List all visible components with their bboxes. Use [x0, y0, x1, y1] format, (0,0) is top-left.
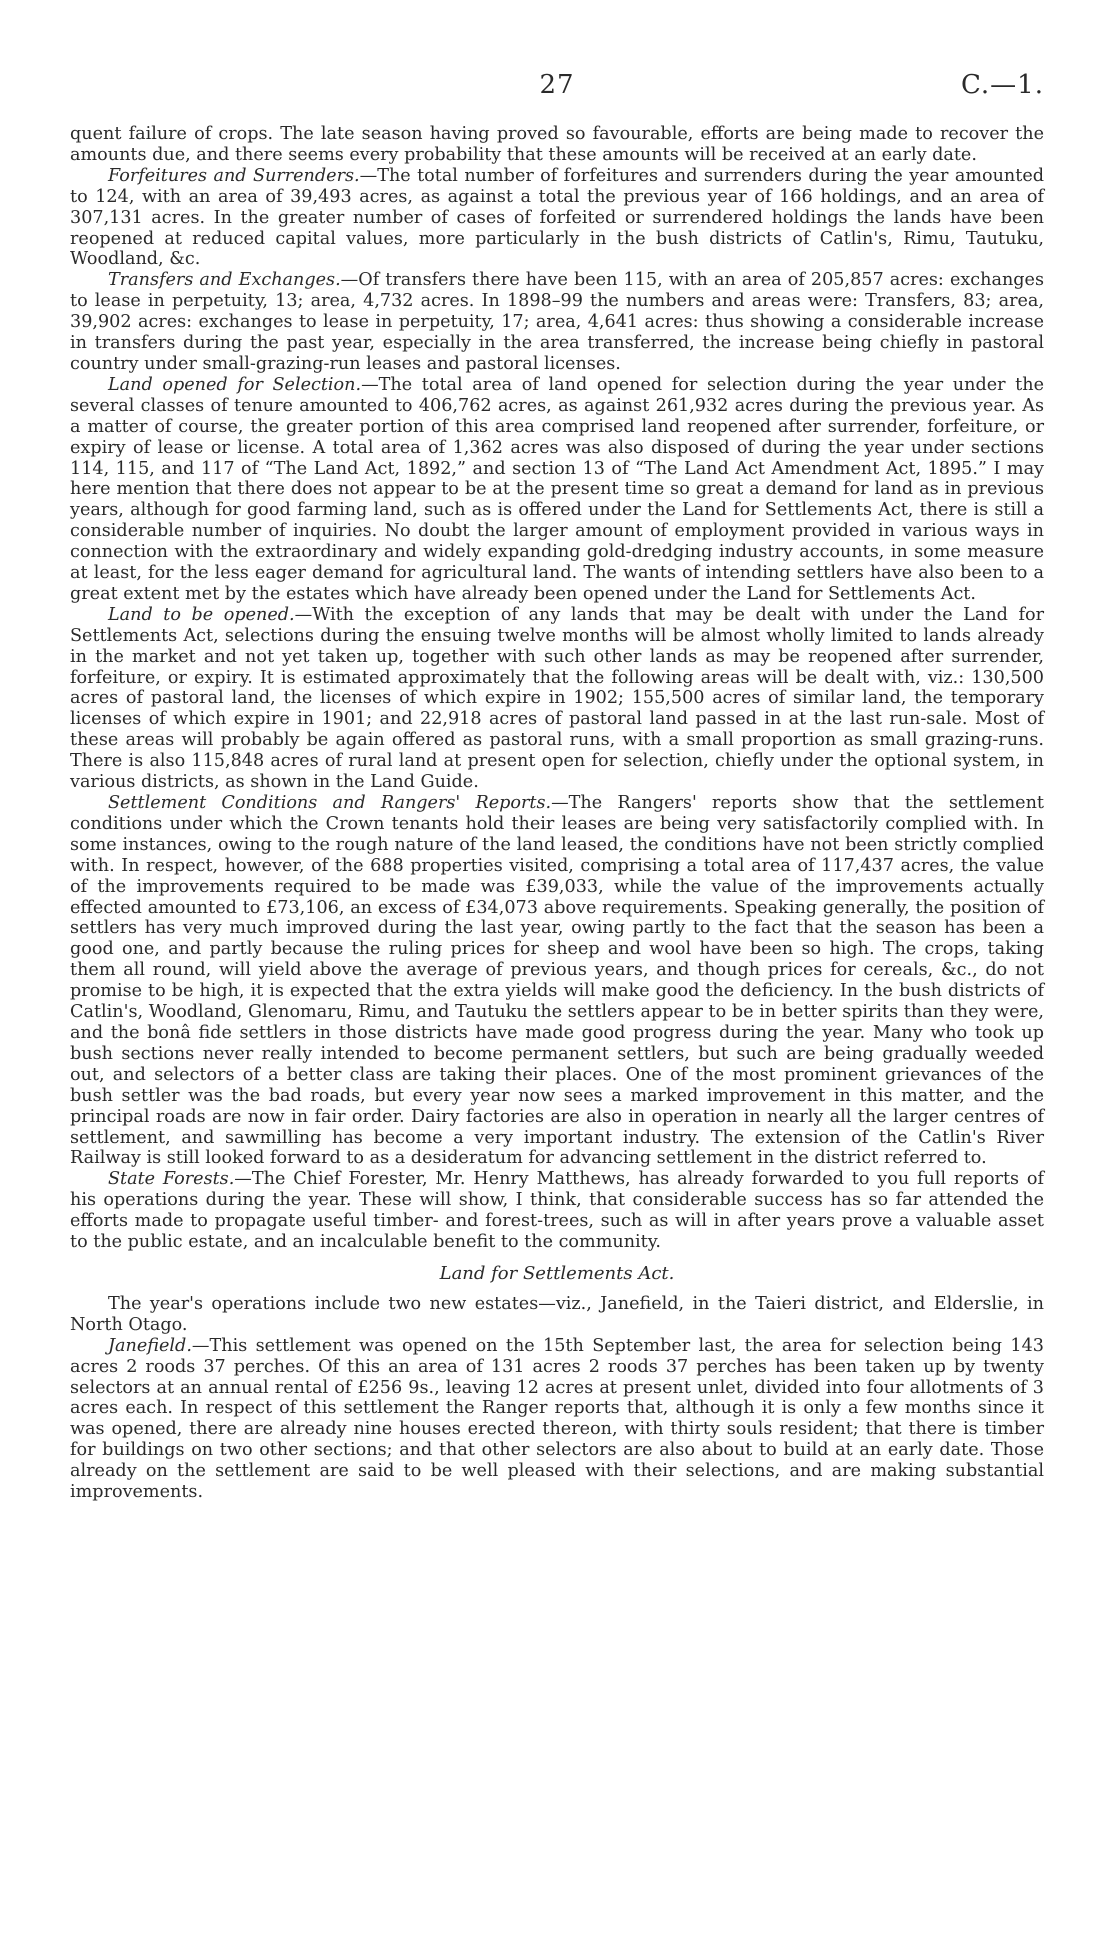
section-heading: Land for Settlements Act. [439, 1262, 675, 1284]
document-reference: C.—1. [960, 70, 1044, 100]
page-header [70, 70, 1044, 112]
paragraph-continuation [70, 124, 1044, 166]
paragraph-land-to-be-opened [70, 605, 1044, 793]
paragraph-text: —The total number of forfeitures and surrenders during the year amounted to 124, with an area of 39,493 acres, as against a total the previous year of 166 holdings, and an area of 307,131 acres. In the greater number of cases of forfeited or surrendered holdings the lands have been reopened at reduced capital values, more particularly in the bush districts of Catlin's, Rimu, Tautuku, Woodland, &c. [70, 165, 1044, 270]
paragraph-lead: Transfers and Exchanges. [108, 270, 341, 291]
paragraph-land-opened [70, 375, 1044, 605]
paragraph-text: The year's operations include two new estates—viz., Janefield, in the Taieri district, and Elderslie, in North Otago. [70, 1293, 1044, 1335]
paragraph-lead: Forfeitures and Surrenders. [108, 165, 360, 186]
paragraph-transfers [70, 270, 1044, 375]
paragraph-section-intro [70, 1294, 1044, 1336]
paragraph-text: —With the exception of any lands that may be dealt with under the Land for Settlements Act, selections during the ensuing twelve months will be almost wholly limited to lands already in the market and not yet taken up, together with such other lands as may be reopened after surrender, forfeiture, or expiry. It is estimated approximately that the following areas will be dealt with, viz.: 130,500 acres of pastoral land, the licenses of which expire in 1902; 155,500 acres of similar land, the temporary licenses of which expire in 1901; and 22,918 acres of pastoral land passed in at the last run-sale. Most of these areas will probably be again offered as pastoral runs, with a small proportion as small grazing-runs. There is also 115,848 acres of rural land at present open for selection, chiefly under the optional system, in various districts, as shown in the Land Guide. [70, 604, 1044, 793]
paragraph-lead: Land to be opened. [108, 604, 295, 625]
paragraph-lead: Janefield. [108, 1335, 192, 1356]
page-number: 27 [539, 70, 575, 100]
paragraph-lead: State Forests. [108, 1169, 235, 1190]
paragraph-text: —This settlement was opened on the 15th September last, the area for selection being 143 acres 2 roods 37 perches. Of this an area of 131 acres 2 roods 37 perches has been taken up by twenty selectors at an annual rental of £256 9s., leaving 12 acres at present unlet, divided into four allotments of 3 acres each. In respect of this settlement the Ranger reports that, although it is only a few months since it was opened, there are already nine houses erected thereon, with thirty souls resident; that there is timber for buildings on two other sections; and that other selectors are also about to build at an early date. Those already on the settlement are said to be well pleased with their selections, and are making substantial improvements. [70, 1335, 1044, 1503]
body-text [70, 124, 1044, 1503]
paragraph-forfeitures [70, 166, 1044, 271]
paragraph-settlement-conditions [70, 793, 1044, 1169]
paragraph-janefield [70, 1336, 1044, 1503]
paragraph-text: —The total area of land opened for selection during the year under the several classes of tenure amounted to 406,762 acres, as against 261,932 acres during the previous year. As a matter of course, the greater portion of this area comprised land reopened after surrender, forfeiture, or expiry of lease or license. A total area of 1,362 acres was also disposed of during the year under sections 114, 115, and 117 of “The Land Act, 1892,” and section 13 of “The Land Act Amendment Act, 1895.” I may here mention that there does not appear to be at the present time so great a demand for land as in previous years, although for good farming land, such as is offered under the Land for Settlements Act, there is still a considerable number of inquiries. No doubt the larger amount of employment provided in various ways in connection with the extraordinary and widely expanding gold-dredging industry accounts, in some measure at least, for the less eager demand for agricultural land. The wants of intending settlers have also been to a great extent met by the estates which have already been opened under the Land for Settlements Act. [70, 374, 1044, 604]
paragraph-text: —The Chief Forester, Mr. Henry Matthews, has already forwarded to you full reports of his operations during the year. These will show, I think, that considerable success has so far attended the efforts made to propagate useful timber- and forest-trees, such as will in after years prove a valuable asset to the public estate, and an incalculable benefit to the community. [70, 1169, 1044, 1253]
paragraph-text: —Of transfers there have been 115, with an area of 205,857 acres: exchanges to lease in perpetuity, 13; area, 4,732 acres. In 1898–99 the numbers and areas were: Transfers, 83; area, 39,902 acres: exchanges to lease in perpetuity, 17; area, 4,641 acres: thus showing a considerable increase in transfers during the past year, especially in the area transferred, the increase being chiefly in pastoral country under small-grazing-run leases and pastoral licenses. [70, 270, 1044, 374]
paragraph-state-forests [70, 1169, 1044, 1253]
paragraph-lead: Settlement Conditions and Rangers' Reports. [108, 793, 552, 813]
paragraph-lead: Land opened for Selection. [108, 374, 362, 395]
paragraph-text: quent failure of crops. The late season having proved so favourable, efforts are being made to recover the amounts due, and there seems every probability that these amounts will be received at an early date. [70, 124, 1044, 165]
paragraph-text: —The Rangers' reports show that the settlement conditions under which the Crown tenants hold their leases are being very satisfactorily complied with. In some instances, owing to the rough nature of the land leased, the conditions have not been strictly complied with. In respect, however, of the 688 properties visited, comprising a total area of 117,437 acres, the value of the improvements required to be made was £39,033, while the value of the improvements actually effected amounted to £73,106, an excess of £34,073 above requirements. Speaking generally, the position of settlers has very much improved during the last year, owing partly to the fact that the season has been a good one, and partly because the ruling prices for sheep and wool have been so high. The crops, taking them all round, will yield above the average of previous years, and though prices for cereals, &c., do not promise to be high, it is expected that the extra yields will make good the deficiency. In the bush districts of Catlin's, Woodland, Glenomaru, Rimu, and Tautuku the settlers appear to be in better spirits than they were, and the bonâ fide settlers in those districts have made good progress during the year. Many who took up bush sections never really intended to become permanent settlers, but such are being gradually weeded out, and selectors of a better class are taking their places. One of the most prominent grievances of the bush settler was the bad roads, but every year now sees a marked improvement in this matter, and the principal roads are now in fair order. Dairy factories are also in operation in nearly all the larger centres of settlement, and sawmilling has become a very important industry. The extension of the Catlin's River Railway is still looked forward to as a desideratum for advancing settlement in the district referred to. [70, 793, 1044, 1169]
